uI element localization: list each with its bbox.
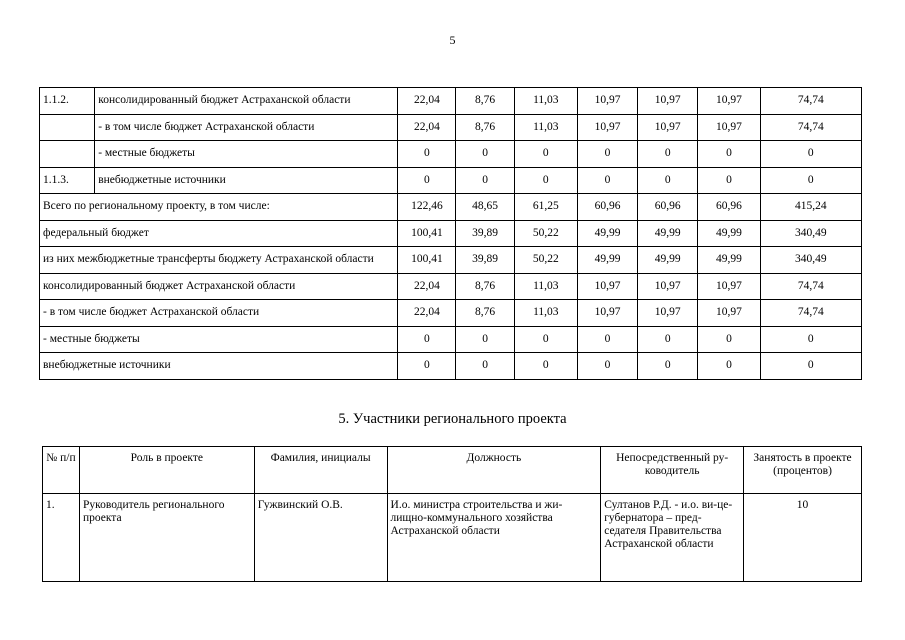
budget-value-cell: 0 (760, 326, 861, 353)
budget-value-cell: 0 (514, 141, 577, 168)
budget-row (40, 273, 862, 300)
budget-value-cell: 11,03 (514, 114, 577, 141)
budget-row (40, 220, 862, 247)
budget-value-cell: 0 (514, 353, 577, 380)
budget-value-cell: 22,04 (398, 114, 456, 141)
header-position: Должность (387, 447, 601, 494)
budget-row (40, 141, 862, 168)
participant-position: И.о. министра строительства и жи-лищно-коммунального хозяйства Астраханской области (387, 494, 601, 582)
budget-value-cell: 100,41 (398, 220, 456, 247)
budget-value-cell: 10,97 (577, 114, 637, 141)
budget-value-cell: 0 (456, 141, 514, 168)
participants-table (42, 446, 862, 582)
budget-value-cell: 48,65 (456, 194, 514, 221)
budget-value-cell: 22,04 (398, 273, 456, 300)
budget-value-cell: 0 (698, 326, 760, 353)
budget-row (40, 167, 862, 194)
budget-value-cell: 50,22 (514, 220, 577, 247)
participants-header-row (43, 447, 862, 494)
budget-row (40, 247, 862, 274)
budget-value-cell: 0 (577, 326, 637, 353)
participant-employment: 10 (744, 494, 862, 582)
budget-value-cell: 0 (577, 141, 637, 168)
budget-value-cell: 11,03 (514, 88, 577, 115)
budget-row-label: - местные бюджеты (95, 141, 398, 168)
budget-value-cell: 74,74 (760, 88, 861, 115)
budget-value-cell: 0 (398, 167, 456, 194)
budget-value-cell: 11,03 (514, 300, 577, 327)
budget-value-cell: 0 (577, 353, 637, 380)
section-title: 5. Участники регионального проекта (338, 411, 567, 427)
budget-value-cell: 10,97 (638, 273, 698, 300)
budget-value-cell: 0 (577, 167, 637, 194)
budget-value-cell: 10,97 (577, 273, 637, 300)
budget-value-cell: 49,99 (638, 220, 698, 247)
participant-supervisor: Султанов Р.Д. - и.о. ви-це-губернатора – пред-седателя Правительства Астраханской области (601, 494, 744, 582)
budget-value-cell: 340,49 (760, 247, 861, 274)
budget-value-cell: 10,97 (577, 300, 637, 327)
budget-row-label: - местные бюджеты (40, 326, 398, 353)
budget-value-cell: 10,97 (638, 300, 698, 327)
budget-value-cell: 0 (638, 141, 698, 168)
participant-name: Гужвинский О.В. (254, 494, 387, 582)
budget-row (40, 88, 862, 115)
budget-value-cell: 0 (514, 326, 577, 353)
participant-role: Руководитель регионального проекта (79, 494, 254, 582)
budget-value-cell: 10,97 (577, 88, 637, 115)
budget-value-cell: 60,96 (698, 194, 760, 221)
budget-value-cell: 0 (638, 326, 698, 353)
budget-value-cell: 49,99 (638, 247, 698, 274)
budget-value-cell: 10,97 (638, 88, 698, 115)
budget-value-cell: 8,76 (456, 88, 514, 115)
budget-value-cell: 0 (456, 326, 514, 353)
budget-value-cell: 0 (514, 167, 577, 194)
budget-value-cell: 49,99 (577, 220, 637, 247)
budget-value-cell: 60,96 (577, 194, 637, 221)
budget-row (40, 326, 862, 353)
budget-value-cell: 415,24 (760, 194, 861, 221)
header-role: Роль в проекте (79, 447, 254, 494)
budget-value-cell: 8,76 (456, 300, 514, 327)
budget-value-cell: 0 (760, 353, 861, 380)
budget-value-cell: 0 (398, 141, 456, 168)
budget-row-label: консолидированный бюджет Астраханской области (40, 273, 398, 300)
participant-row (43, 494, 862, 582)
participant-number: 1. (43, 494, 80, 582)
header-supervisor: Непосредственный ру-ководитель (601, 447, 744, 494)
budget-row-number: 1.1.3. (40, 167, 95, 194)
budget-row-label: - в том числе бюджет Астраханской области (40, 300, 398, 327)
budget-value-cell: 0 (760, 167, 861, 194)
budget-value-cell: 0 (398, 326, 456, 353)
budget-value-cell: 10,97 (638, 114, 698, 141)
header-number: № п/п (43, 447, 80, 494)
budget-value-cell: 49,99 (698, 220, 760, 247)
budget-value-cell: 8,76 (456, 273, 514, 300)
budget-row-label: Всего по региональному проекту, в том числе: (40, 194, 398, 221)
budget-row-label: внебюджетные источники (95, 167, 398, 194)
budget-row-label: из них межбюджетные трансферты бюджету Астраханской области (40, 247, 398, 274)
budget-value-cell: 22,04 (398, 88, 456, 115)
budget-value-cell: 74,74 (760, 300, 861, 327)
budget-value-cell: 0 (456, 167, 514, 194)
header-name: Фамилия, инициалы (254, 447, 387, 494)
budget-value-cell: 74,74 (760, 273, 861, 300)
budget-value-cell: 10,97 (698, 114, 760, 141)
budget-row-label: - в том числе бюджет Астраханской области (95, 114, 398, 141)
budget-value-cell: 10,97 (698, 88, 760, 115)
budget-value-cell: 0 (698, 167, 760, 194)
budget-value-cell: 11,03 (514, 273, 577, 300)
budget-value-cell: 10,97 (698, 300, 760, 327)
budget-value-cell: 74,74 (760, 114, 861, 141)
budget-value-cell: 0 (456, 353, 514, 380)
budget-row (40, 300, 862, 327)
budget-row-label: федеральный бюджет (40, 220, 398, 247)
budget-value-cell: 0 (638, 353, 698, 380)
budget-value-cell: 50,22 (514, 247, 577, 274)
budget-value-cell: 39,89 (456, 247, 514, 274)
budget-value-cell: 49,99 (698, 247, 760, 274)
budget-row (40, 353, 862, 380)
budget-value-cell: 8,76 (456, 114, 514, 141)
budget-value-cell: 0 (698, 141, 760, 168)
budget-value-cell: 100,41 (398, 247, 456, 274)
budget-row-number: 1.1.2. (40, 88, 95, 115)
budget-row-number (40, 141, 95, 168)
budget-row (40, 194, 862, 221)
budget-value-cell: 39,89 (456, 220, 514, 247)
page-number: 5 (449, 33, 456, 47)
budget-row-label: консолидированный бюджет Астраханской области (95, 88, 398, 115)
budget-value-cell: 340,49 (760, 220, 861, 247)
budget-value-cell: 49,99 (577, 247, 637, 274)
budget-value-cell: 60,96 (638, 194, 698, 221)
budget-table (39, 87, 862, 380)
budget-row (40, 114, 862, 141)
budget-value-cell: 22,04 (398, 300, 456, 327)
header-employment: Занятость в проекте (процентов) (744, 447, 862, 494)
budget-value-cell: 0 (638, 167, 698, 194)
budget-value-cell: 10,97 (698, 273, 760, 300)
budget-value-cell: 122,46 (398, 194, 456, 221)
budget-row-number (40, 114, 95, 141)
budget-value-cell: 0 (698, 353, 760, 380)
budget-value-cell: 0 (760, 141, 861, 168)
budget-value-cell: 0 (398, 353, 456, 380)
budget-row-label: внебюджетные источники (40, 353, 398, 380)
budget-value-cell: 61,25 (514, 194, 577, 221)
